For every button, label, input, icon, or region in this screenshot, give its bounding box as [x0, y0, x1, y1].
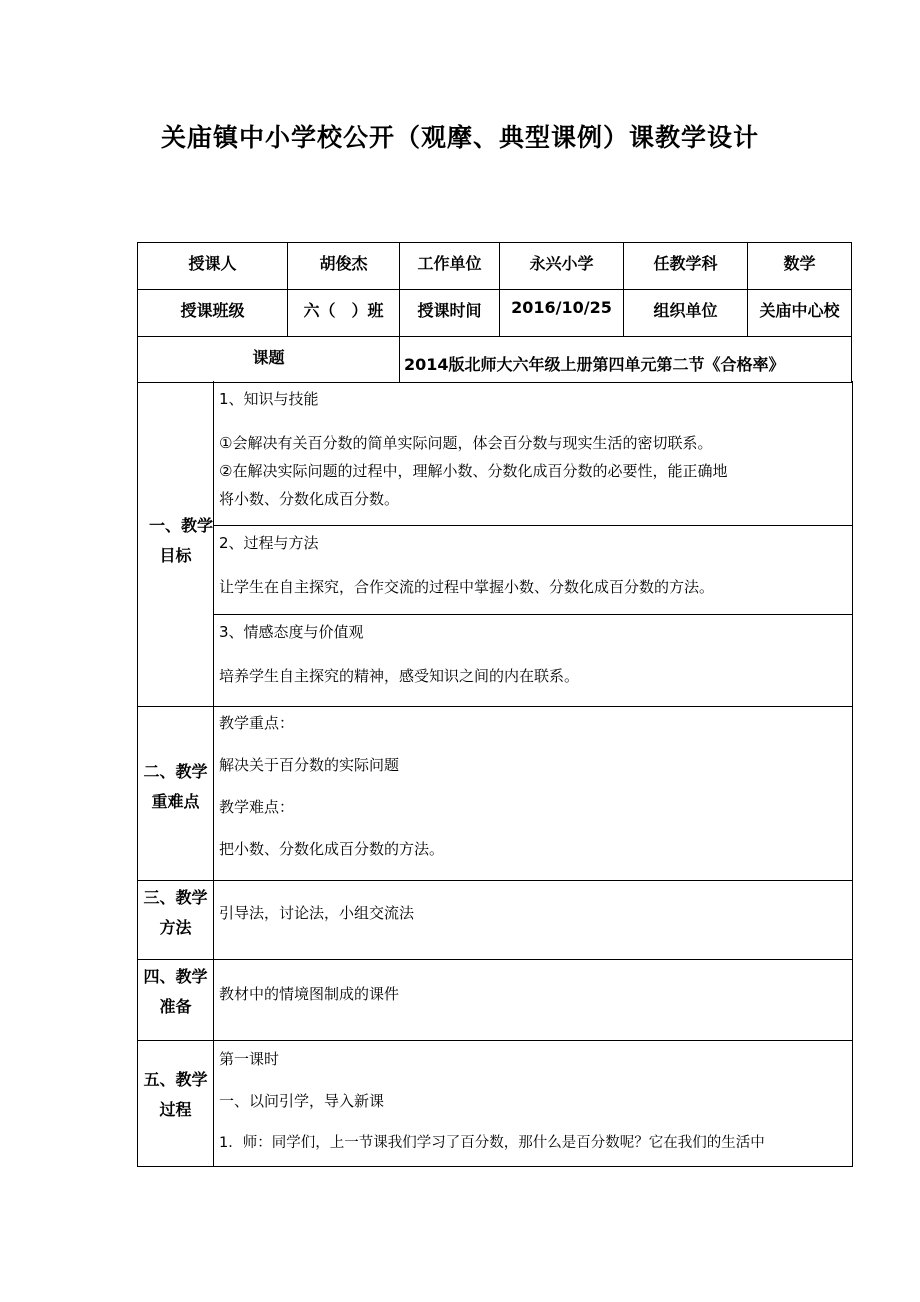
difficult-text: 把小数、分数化成百分数的方法。 — [219, 840, 445, 858]
goals-label-line2: 目标 — [159, 546, 192, 565]
process-label-line1: 五、教学 — [143, 1070, 208, 1089]
goals-part3-line1: 培养学生自主探究的精神，感受知识之间的内在联系。 — [219, 667, 580, 685]
preparation-label-line2: 准备 — [159, 997, 192, 1016]
topic-label: 课题 — [138, 337, 400, 383]
goals-divider-1 — [213, 525, 852, 526]
teacher-label: 授课人 — [138, 243, 288, 290]
lesson-plan-table — [137, 242, 852, 383]
process-line1: 第一课时 — [219, 1050, 280, 1068]
process-line2: 一、以问引学，导入新课 — [219, 1092, 385, 1110]
info-row-2 — [138, 290, 852, 337]
goals-part2-line1: 让学生在自主探究，合作交流的过程中掌握小数、分数化成百分数的方法。 — [219, 578, 715, 596]
goals-label — [138, 511, 213, 571]
unit-label: 工作单位 — [400, 243, 500, 290]
preparation-label — [138, 962, 213, 1022]
goals-part1-title: 1、知识与技能 — [219, 390, 319, 408]
key-points-label — [138, 757, 213, 817]
section-divider-2 — [138, 880, 852, 881]
unit-value: 永兴小学 — [500, 243, 624, 290]
org-value: 关庙中心校 — [748, 290, 852, 337]
time-value: 2016/10/25 — [500, 290, 624, 337]
key-title: 教学重点： — [219, 714, 295, 732]
preparation-text: 教材中的情境图制成的课件 — [219, 985, 400, 1003]
goals-part1-line3: 将小数、分数化成百分数。 — [219, 490, 400, 508]
section-divider-1 — [138, 706, 852, 707]
goals-part3-title: 3、情感态度与价值观 — [219, 623, 364, 641]
goals-part1-line2: ②在解决实际问题的过程中，理解小数、分数化成百分数的必要性，能正确地 — [219, 462, 728, 480]
goals-part3 — [219, 618, 849, 690]
teacher-value: 胡俊杰 — [288, 243, 400, 290]
difficult-title: 教学难点： — [219, 798, 295, 816]
key-points-label-line2: 重难点 — [151, 792, 200, 811]
preparation-label-line1: 四、教学 — [143, 967, 208, 986]
process-label — [138, 1065, 213, 1125]
class-value: 六（ ）班 — [288, 290, 400, 337]
page-title: 关庙镇中小学校公开（观摩、典型课例）课教学设计 — [160, 123, 759, 152]
key-text: 解决关于百分数的实际问题 — [219, 756, 400, 774]
methods-text: 引导法，讨论法，小组交流法 — [219, 904, 415, 922]
key-points-content — [219, 709, 849, 863]
section-divider-4 — [138, 1040, 852, 1041]
goals-divider-2 — [213, 614, 852, 615]
key-points-label-line1: 二、教学 — [143, 762, 208, 781]
goals-part2 — [219, 529, 849, 601]
sections-grid — [137, 381, 853, 1167]
org-label: 组织单位 — [624, 290, 748, 337]
topic-value: 2014版北师大六年级上册第四单元第二节《合格率》 — [400, 337, 852, 383]
process-line3: 1．师：同学们，上一节课我们学习了百分数，那什么是百分数呢？它在我们的生活中 — [219, 1135, 765, 1151]
info-row-1 — [138, 243, 852, 290]
class-label: 授课班级 — [138, 290, 288, 337]
subject-value: 数学 — [748, 243, 852, 290]
methods-label — [138, 883, 213, 943]
topic-row — [138, 337, 852, 383]
goals-part1-line1: ①会解决有关百分数的简单实际问题，体会百分数与现实生活的密切联系。 — [219, 434, 713, 452]
goals-content — [219, 385, 849, 513]
goals-label-line1: 一、教学 — [148, 516, 213, 535]
goals-part2-title: 2、过程与方法 — [219, 534, 319, 552]
process-content — [219, 1045, 849, 1157]
subject-label: 任教学科 — [624, 243, 748, 290]
label-divider — [213, 381, 214, 1166]
methods-label-line1: 三、教学 — [143, 888, 208, 907]
time-label: 授课时间 — [400, 290, 500, 337]
methods-label-line2: 方法 — [159, 918, 192, 937]
section-divider-3 — [138, 959, 852, 960]
process-label-line2: 过程 — [159, 1100, 192, 1119]
